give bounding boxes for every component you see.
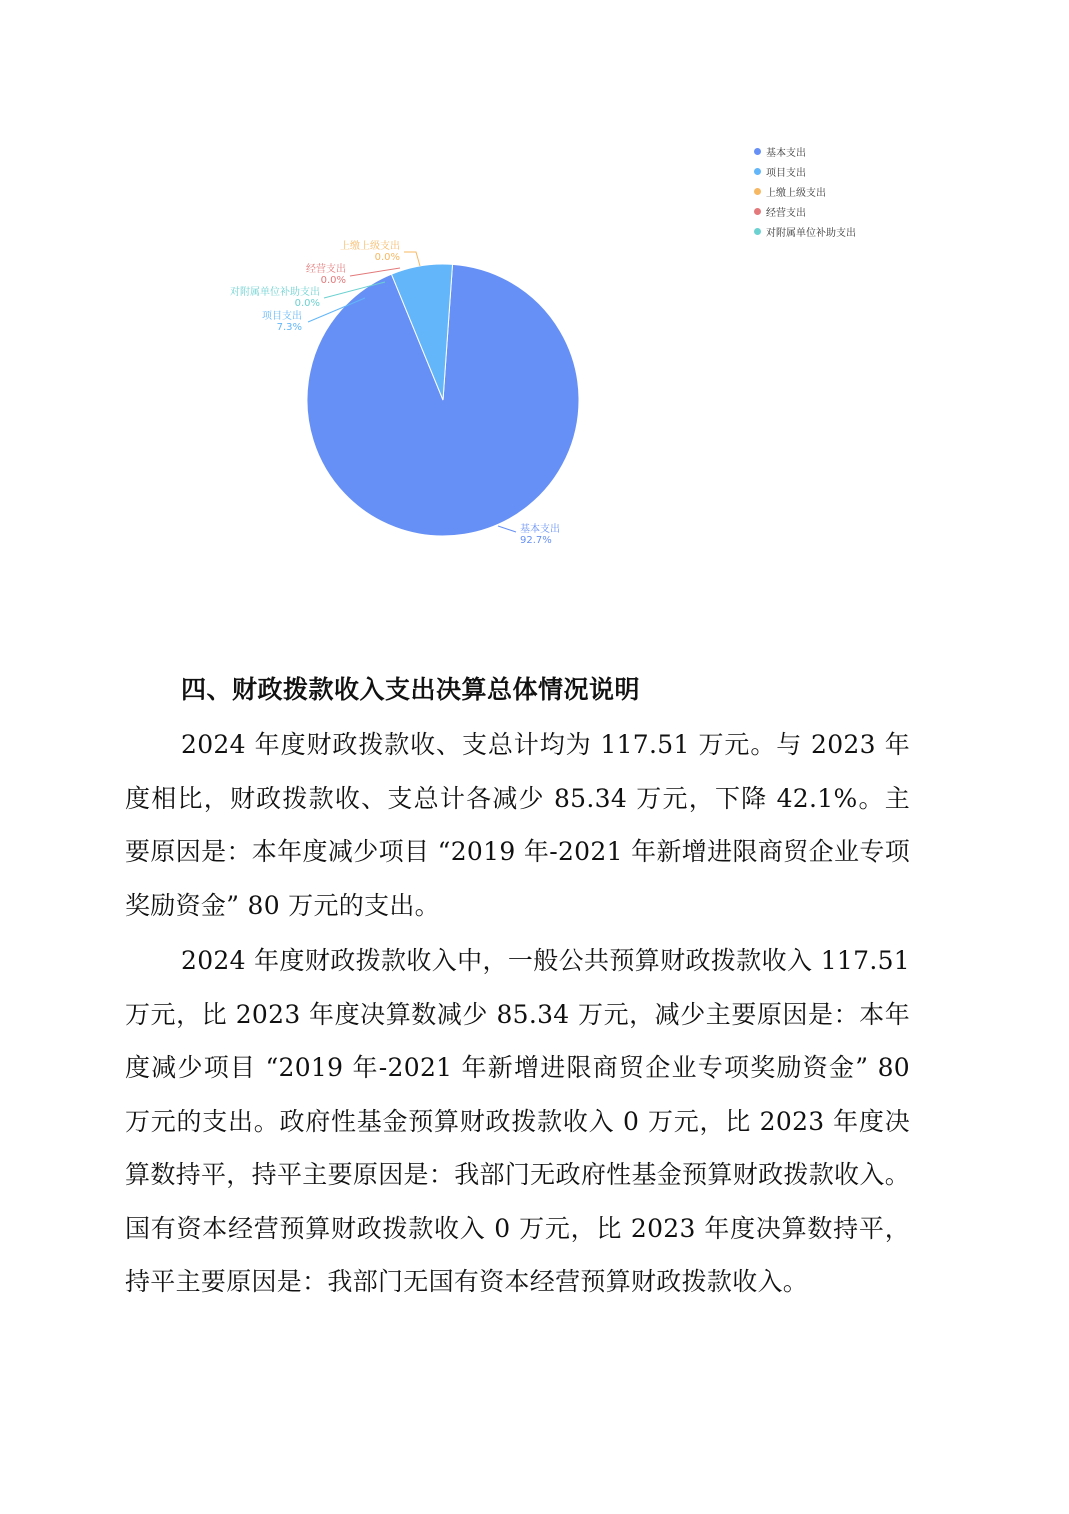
section-heading: 四、财政拨款收入支出决算总体情况说明 [181, 675, 641, 704]
slice-name-label-3: 经营支出 [306, 264, 346, 275]
slice-name-label-2: 上缴上级支出 [340, 241, 400, 252]
legend-dot-basic [754, 148, 761, 155]
slice-value-label-0: 92.7% [520, 535, 552, 546]
document-body [125, 668, 910, 1311]
slice-name-label-1: 项目支出 [262, 311, 302, 322]
leader-line-0 [498, 526, 516, 532]
legend-label: 项目支出 [766, 168, 806, 180]
legend-label: 基本支出 [766, 148, 806, 160]
legend-item-project[interactable] [754, 162, 856, 182]
legend-label: 对附属单位补助支出 [766, 227, 856, 239]
slice-value-label-2: 0.0% [374, 252, 400, 263]
slice-value-label-1: 7.3% [276, 322, 302, 333]
leader-line-2 [404, 252, 420, 266]
paragraph-2: 2024 年度财政拨款收入中，一般公共预算财政拨款收入 117.51 万元，比 2023 年度决算数减少 85.34 万元，减少主要原因是：本年度减少项目 “2019 年-2021 年新增进限商贸企业专项奖励资金” 80 万元的支出。政府性基金预算财政拨款收入 0 万元，比 2023 年度决算数持平，持平主要原因是：我部门无政府性基金预算财政拨款收入。国有资本经营预算财政拨款收入 0 万元，比 2023 年度决算数持平，持平主要原因是：我部门无国有资本经营预算财政拨款收入。 [125, 946, 910, 1296]
legend-item-basic[interactable] [754, 142, 856, 162]
chart-legend [754, 142, 856, 241]
expenditure-pie-chart [0, 0, 1069, 620]
slice-name-label-0: 基本支出 [520, 524, 560, 535]
legend-dot-subsidy [754, 228, 761, 235]
slice-value-label-3: 0.0% [320, 275, 346, 286]
legend-dot-project [754, 168, 761, 175]
slice-name-label-4: 对附属单位补助支出 [230, 287, 320, 298]
paragraph-1: 2024 年度财政拨款收、支总计均为 117.51 万元。与 2023 年度相比，财政拨款收、支总计各减少 85.34 万元，下降 42.1%。主要原因是：本年度减少项目 “2019 年-2021 年新增进限商贸企业专项奖励资金” 80 万元的支出。 [125, 730, 910, 920]
legend-dot-operating [754, 208, 761, 215]
legend-item-remit[interactable] [754, 182, 856, 202]
legend-item-subsidy[interactable] [754, 221, 856, 241]
legend-label: 经营支出 [766, 207, 806, 219]
legend-label: 上缴上级支出 [766, 187, 826, 199]
legend-item-operating[interactable] [754, 201, 856, 221]
legend-dot-remit [754, 188, 761, 195]
slice-value-label-4: 0.0% [294, 298, 320, 309]
